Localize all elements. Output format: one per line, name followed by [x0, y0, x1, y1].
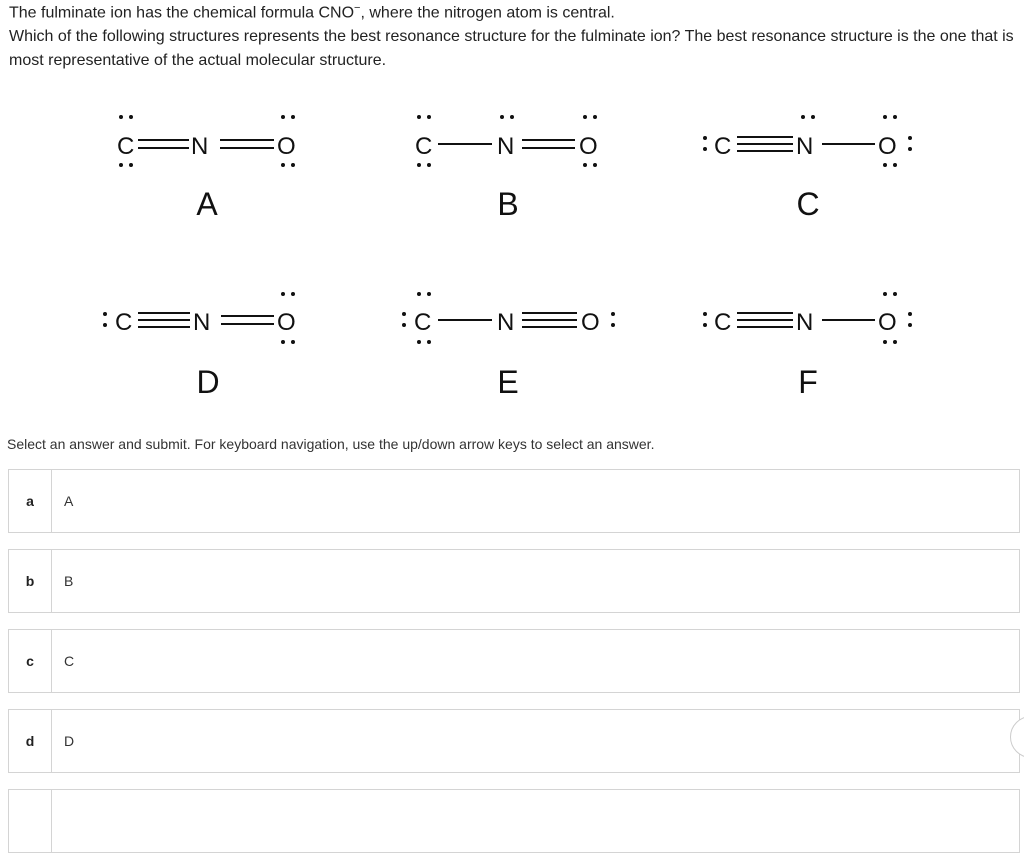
atom-c: C	[117, 133, 135, 160]
atom-c: C	[414, 309, 432, 336]
atom-o: O	[579, 133, 598, 160]
structure-c	[703, 115, 912, 222]
option-key: c	[26, 653, 34, 669]
atom-c: C	[115, 309, 133, 336]
answer-option-d[interactable]	[8, 709, 1020, 773]
bond-cn-triple	[138, 313, 190, 327]
structure-label: A	[196, 186, 218, 222]
structure-label: D	[196, 364, 220, 400]
question-line-1: The fulminate ion has the chemical formula CNO−, where the nitrogen atom is central.	[9, 2, 615, 22]
option-key: b	[25, 573, 35, 589]
atom-o: O	[878, 133, 897, 160]
atom-n: N	[497, 309, 515, 336]
bond-cn-triple	[737, 313, 793, 327]
structure-e	[402, 292, 615, 400]
option-key: a	[26, 493, 34, 509]
structure-label: B	[497, 186, 519, 222]
option-divider	[51, 470, 52, 532]
answer-option-c[interactable]	[8, 629, 1020, 693]
option-text: B	[64, 573, 74, 589]
structure-b	[415, 115, 598, 222]
option-divider	[51, 710, 52, 772]
option-text: C	[64, 653, 75, 669]
atom-o: O	[878, 309, 897, 336]
option-divider	[51, 790, 52, 852]
option-key: d	[25, 733, 35, 749]
structure-f	[703, 292, 912, 400]
atom-n: N	[796, 133, 814, 160]
atom-n: N	[191, 133, 209, 160]
option-text: A	[64, 493, 74, 509]
structure-a	[117, 115, 296, 222]
structure-label: C	[796, 186, 820, 222]
atom-c: C	[714, 309, 732, 336]
answer-option-next[interactable]	[8, 789, 1020, 853]
bond-no-double	[220, 140, 274, 148]
atom-c: C	[415, 133, 433, 160]
bond-no-double	[221, 316, 274, 324]
structure-d	[103, 292, 296, 400]
option-divider	[51, 630, 52, 692]
atom-o: O	[581, 309, 600, 336]
atom-o: O	[277, 133, 296, 160]
answer-option-a[interactable]	[8, 469, 1020, 533]
option-divider	[51, 550, 52, 612]
atom-n: N	[796, 309, 814, 336]
bond-cn-double	[138, 140, 189, 148]
bond-no-double	[522, 140, 575, 148]
instructions: Select an answer and submit. For keyboard navigation, use the up/down arrow keys to select an answer.	[7, 436, 655, 452]
structure-label: E	[497, 364, 519, 400]
atom-c: C	[714, 133, 732, 160]
atom-o: O	[277, 309, 296, 336]
bond-cn-triple	[737, 137, 793, 151]
bond-no-triple	[522, 313, 577, 327]
answer-option-b[interactable]	[8, 549, 1020, 613]
atom-n: N	[497, 133, 515, 160]
question-line-2: Which of the following structures represents the best resonance structure for the fulminate ion? The best resonance structure is the one that is most representative of the actual molecular structure.	[9, 28, 1014, 70]
option-text: D	[64, 733, 75, 749]
structure-label: F	[798, 364, 818, 400]
atom-n: N	[193, 309, 211, 336]
